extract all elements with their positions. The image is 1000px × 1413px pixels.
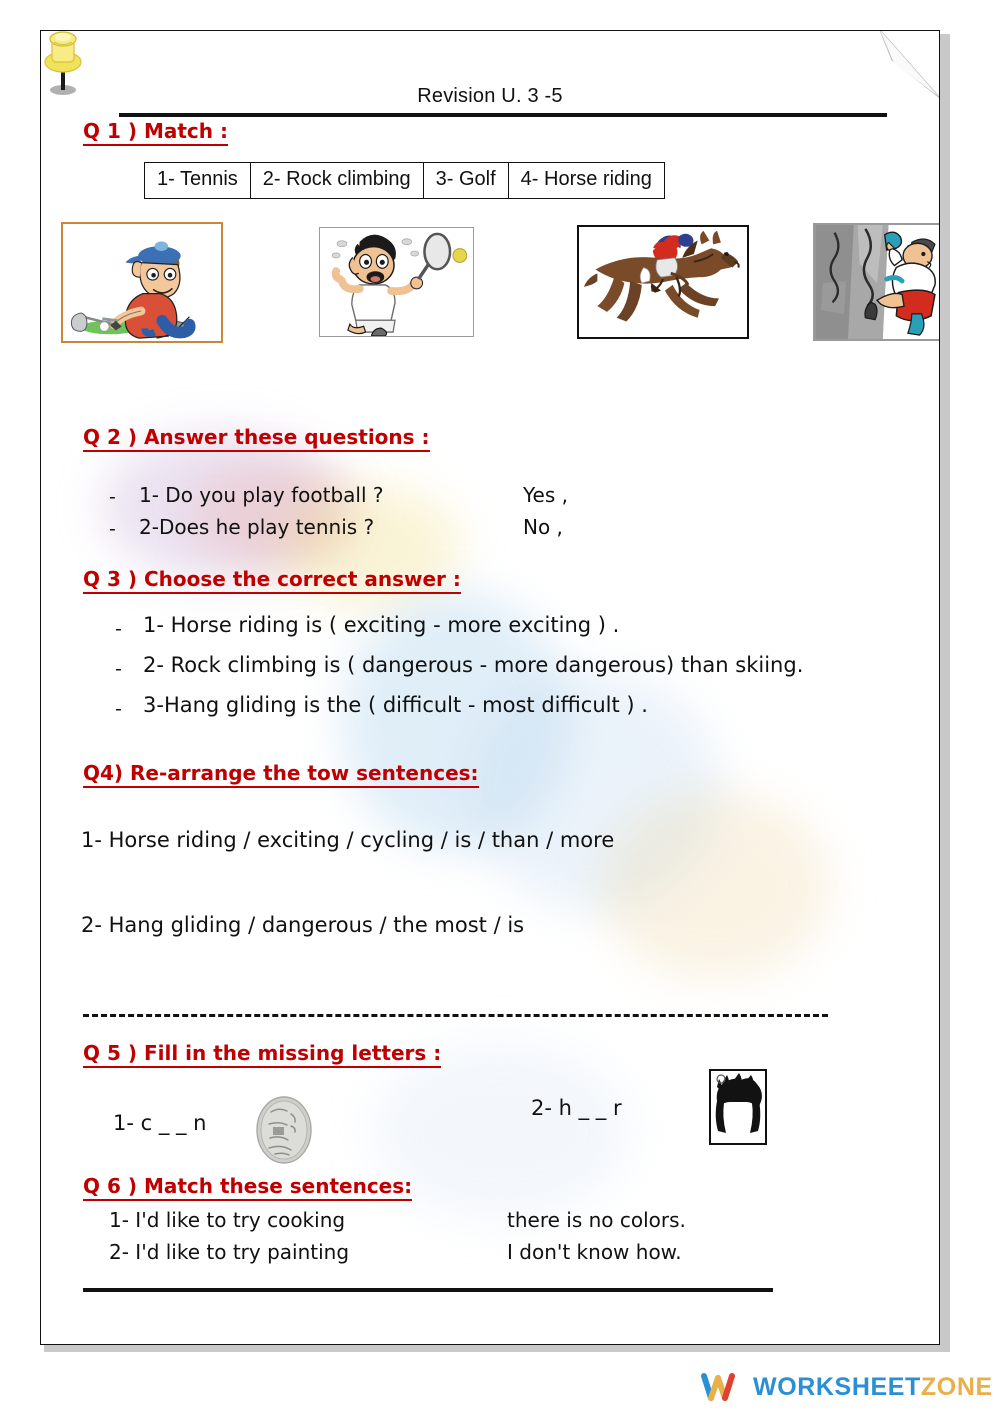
golf-player-image[interactable]: [61, 222, 223, 343]
q4-item-1[interactable]: 1- Horse riding / exciting / cycling / is / than / more: [81, 828, 615, 852]
q5-item-2-prompt[interactable]: 2- h _ _ r: [531, 1096, 622, 1120]
q2-item-1-bullet: -: [109, 486, 116, 508]
q5-item-1-prompt[interactable]: 1- c _ _ n: [113, 1111, 207, 1135]
q2-item-2-bullet: -: [109, 518, 116, 540]
q3-item-2-text[interactable]: 2- Rock climbing is ( dangerous - more dangerous) than skiing.: [143, 653, 804, 677]
brand-name-secondary: ZONE: [920, 1372, 993, 1401]
worksheet-page: [40, 30, 940, 1345]
horse-riding-image[interactable]: [577, 225, 749, 339]
q3-item-3-text[interactable]: 3-Hang gliding is the ( difficult - most difficult ) .: [143, 693, 648, 717]
q1-match-table: [144, 162, 665, 199]
q3-item-2-bullet: -: [115, 658, 122, 680]
q1-picture-row: [41, 221, 940, 346]
q6-left-item-1[interactable]: 1- I'd like to try cooking: [109, 1208, 346, 1232]
hair-image: [709, 1069, 767, 1145]
q1-option-3[interactable]: 3- Golf: [423, 163, 508, 199]
pushpin-icon: [38, 22, 88, 98]
q1-option-4[interactable]: 4- Horse riding: [508, 163, 664, 199]
q1-option-1[interactable]: 1- Tennis: [145, 163, 251, 199]
q2-item-2-question: 2-Does he play tennis ?: [139, 515, 375, 539]
q2-item-1-answer[interactable]: Yes ,: [523, 483, 568, 507]
q3-item-1-text[interactable]: 1- Horse riding is ( exciting - more exciting ) .: [143, 613, 620, 637]
q1-heading: Q 1 ) Match :: [83, 119, 228, 146]
q1-option-2[interactable]: 2- Rock climbing: [250, 163, 423, 199]
page-title: Revision U. 3 -5: [417, 85, 563, 107]
title-underline: [119, 113, 887, 117]
q3-heading: Q 3 ) Choose the correct answer :: [83, 567, 461, 594]
bottom-rule: [83, 1288, 773, 1292]
q2-item-1-question: 1- Do you play football ?: [139, 483, 384, 507]
q3-item-1-bullet: -: [115, 618, 122, 640]
q6-right-item-2[interactable]: I don't know how.: [507, 1240, 682, 1264]
section-separator: [83, 1014, 828, 1017]
q4-item-2[interactable]: 2- Hang gliding / dangerous / the most / is: [81, 913, 525, 937]
coin-image: [253, 1094, 315, 1166]
q3-item-3-bullet: -: [115, 698, 122, 720]
table-row: [145, 163, 665, 199]
q2-item-2-answer[interactable]: No ,: [523, 515, 563, 539]
worksheetzone-w-logo-icon: [700, 1370, 740, 1404]
tennis-player-image[interactable]: [319, 227, 474, 337]
brand-name-primary: WORKSHEET: [753, 1372, 921, 1401]
q6-left-item-2[interactable]: 2- I'd like to try painting: [109, 1240, 350, 1264]
q4-heading: Q4) Re-arrange the tow sentences:: [83, 761, 479, 788]
worksheetzone-branding: [700, 1368, 993, 1406]
q2-heading: Q 2 ) Answer these questions :: [83, 425, 430, 452]
rock-climbing-image[interactable]: [813, 223, 940, 341]
q6-heading: Q 6 ) Match these sentences:: [83, 1174, 412, 1201]
q5-heading: Q 5 ) Fill in the missing letters :: [83, 1041, 441, 1068]
q6-right-item-1[interactable]: there is no colors.: [507, 1208, 686, 1232]
